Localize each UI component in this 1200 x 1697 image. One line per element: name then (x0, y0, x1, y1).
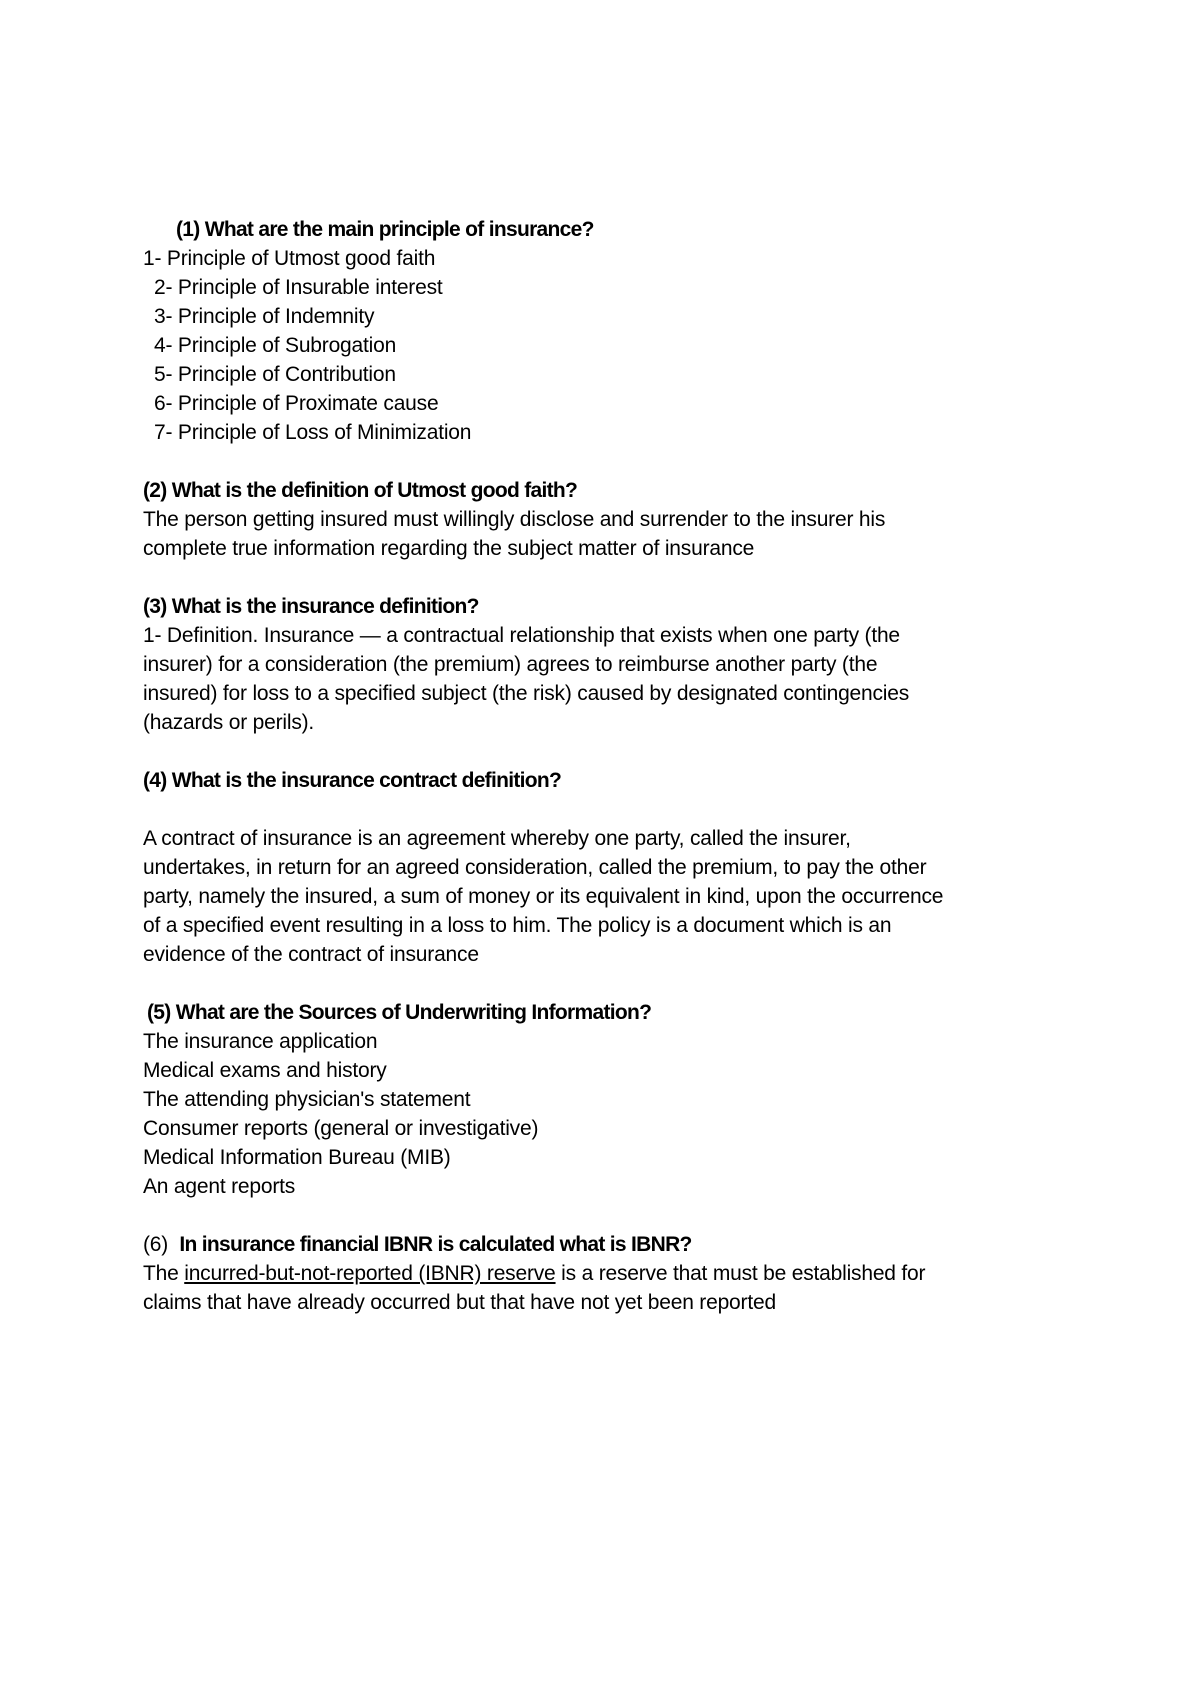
question-2-heading: (2) What is the definition of Utmost good faith? (143, 479, 578, 502)
answer-line: claims that have already occurred but that have not yet been reported (143, 1291, 776, 1314)
answer-line: undertakes, in return for an agreed consideration, called the premium, to pay the other (143, 856, 927, 879)
source-item: An agent reports (143, 1175, 296, 1198)
answer-line: 1- Definition. Insurance — a contractual relationship that exists when one party (the (143, 624, 900, 647)
question-4-heading: (4) What is the insurance contract definition? (143, 769, 562, 792)
ibnr-reserve-term: incurred-but-not-reported (IBNR) reserve (184, 1262, 556, 1285)
answer-line: party, namely the insured, a sum of money or its equivalent in kind, upon the occurrence (143, 885, 944, 908)
answer-prefix: The (143, 1262, 185, 1285)
question-3-heading: (3) What is the insurance definition? (143, 595, 479, 618)
principle-item: 3- Principle of Indemnity (154, 305, 375, 328)
section-utmost-good-faith (143, 476, 1103, 563)
answer-line (143, 1259, 1103, 1288)
principle-item: 2- Principle of Insurable interest (154, 276, 443, 299)
section-principles (143, 215, 1103, 447)
question-5-heading: (5) What are the Sources of Underwriting Information? (147, 1001, 652, 1024)
principle-item: 4- Principle of Subrogation (154, 334, 397, 357)
principle-item: 5- Principle of Contribution (154, 363, 396, 386)
answer-suffix: is a reserve that must be established for (555, 1262, 926, 1285)
document-body (143, 215, 1103, 1346)
principle-item: 7- Principle of Loss of Minimization (154, 421, 472, 444)
source-item: The insurance application (143, 1030, 378, 1053)
source-item: The attending physician's statement (143, 1088, 471, 1111)
question-6-number: (6) (143, 1233, 169, 1256)
question-1-heading: (1) What are the main principle of insurance? (176, 218, 594, 241)
answer-line: complete true information regarding the subject matter of insurance (143, 537, 755, 560)
blank-line (143, 795, 1103, 824)
source-item: Consumer reports (general or investigative) (143, 1117, 539, 1140)
section-contract-definition (143, 766, 1103, 969)
source-item: Medical exams and history (143, 1059, 387, 1082)
answer-line: insured) for loss to a specified subject (the risk) caused by designated contingencies (143, 682, 910, 705)
answer-line: The person getting insured must willingly disclose and surrender to the insurer his (143, 508, 886, 531)
section-insurance-definition (143, 592, 1103, 737)
answer-line: (hazards or perils). (143, 711, 315, 734)
section-underwriting-sources (143, 998, 1103, 1201)
section-ibnr (143, 1230, 1103, 1317)
answer-line: insurer) for a consideration (the premium) agrees to reimburse another party (the (143, 653, 878, 676)
answer-line: evidence of the contract of insurance (143, 943, 479, 966)
principle-item: 1- Principle of Utmost good faith (143, 247, 436, 270)
question-6-text: In insurance financial IBNR is calculated what is IBNR? (179, 1233, 692, 1256)
source-item: Medical Information Bureau (MIB) (143, 1146, 451, 1169)
principle-item: 6- Principle of Proximate cause (154, 392, 439, 415)
answer-line: A contract of insurance is an agreement whereby one party, called the insurer, (143, 827, 851, 850)
question-6-heading (143, 1230, 1103, 1259)
answer-line: of a specified event resulting in a loss to him. The policy is a document which is an (143, 914, 892, 937)
